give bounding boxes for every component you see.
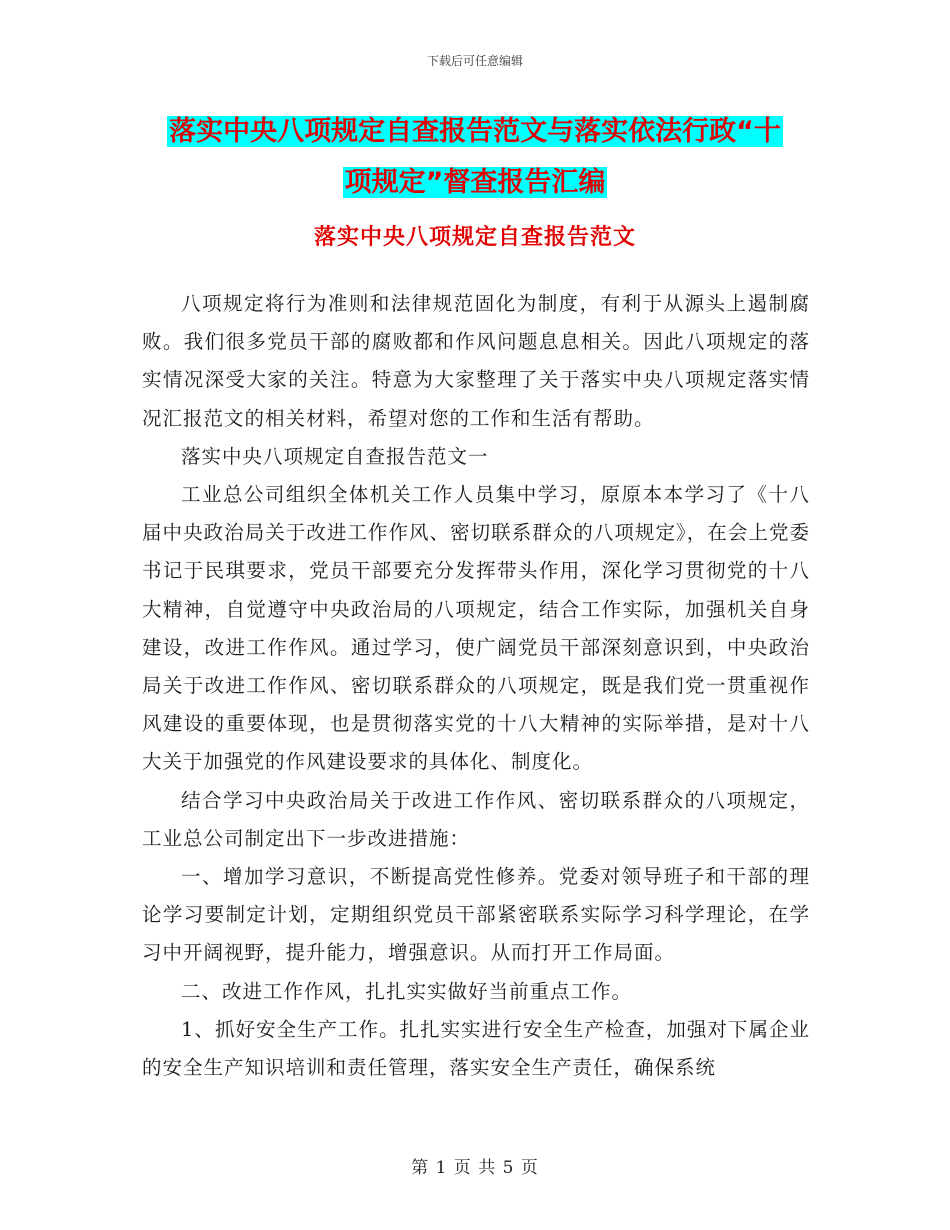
paragraph: 二、改进工作作风，扎扎实实做好当前重点工作。 xyxy=(181,979,633,1003)
paragraph: 工业总公司组织全体机关工作人员集中学习，原原本本学习了《十八届中央政治局关于改进工作作风、密切联系群众的八项规定》，在会上党委书记于民琪要求，党员干部要充分发挥带头作用，深化学习贯彻党的十八大精神，自觉遵守中央政治局的八项规定，结合工作实际，加强机关自身建设，改进工作作风。通过学习，使广阔党员干部深刻意识到，中央政治局关于改进工作作风、密切联系群众的八项规定，既是我们党一贯重视作风建设的重要体现，也是贯彻落实党的十八大精神的实际举措，是对十八大关于加强党的作风建设要求的具体化、制度化。 xyxy=(142,483,810,774)
paragraph: 八项规定将行为准则和法律规范固化为制度，有利于从源头上遏制腐败。我们很多党员干部的腐败都和作风问题息息相关。因此八项规定的落实情况深受大家的关注。特意为大家整理了关于落实中央八项规定落实情况汇报范文的相关材料，希望对您的工作和生活有帮助。 xyxy=(142,292,810,430)
document-body xyxy=(142,285,810,1087)
paragraph: 1、抓好安全生产工作。扎扎实实进行安全生产检查，加强对下属企业的安全生产知识培训和责任管理，落实安全生产责任，确保系统 xyxy=(142,1017,810,1080)
document-title xyxy=(120,106,830,208)
document-title-line-2: 项规定”督查报告汇编 xyxy=(344,167,606,198)
section-title: 落实中央八项规定自查报告范文 xyxy=(313,225,636,250)
paragraph: 落实中央八项规定自查报告范文一 xyxy=(181,444,489,468)
page-footer: 第 1 页 共 5 页 xyxy=(411,1158,539,1178)
paragraph: 结合学习中央政治局关于改进工作作风、密切联系群众的八项规定，工业总公司制定出下一步改进措施： xyxy=(142,788,810,850)
document-title-line-1: 落实中央八项规定自查报告范文与落实依法行政“十 xyxy=(169,116,781,147)
paragraph: 一、增加学习意识，不断提高党性修养。党委对领导班子和干部的理论学习要制定计划，定期组织党员干部紧密联系实际学习科学理论，在学习中开阔视野，提升能力，增强意识。从而打开工作局面。 xyxy=(142,865,810,965)
header-note: 下载后可任意编辑 xyxy=(426,54,523,68)
